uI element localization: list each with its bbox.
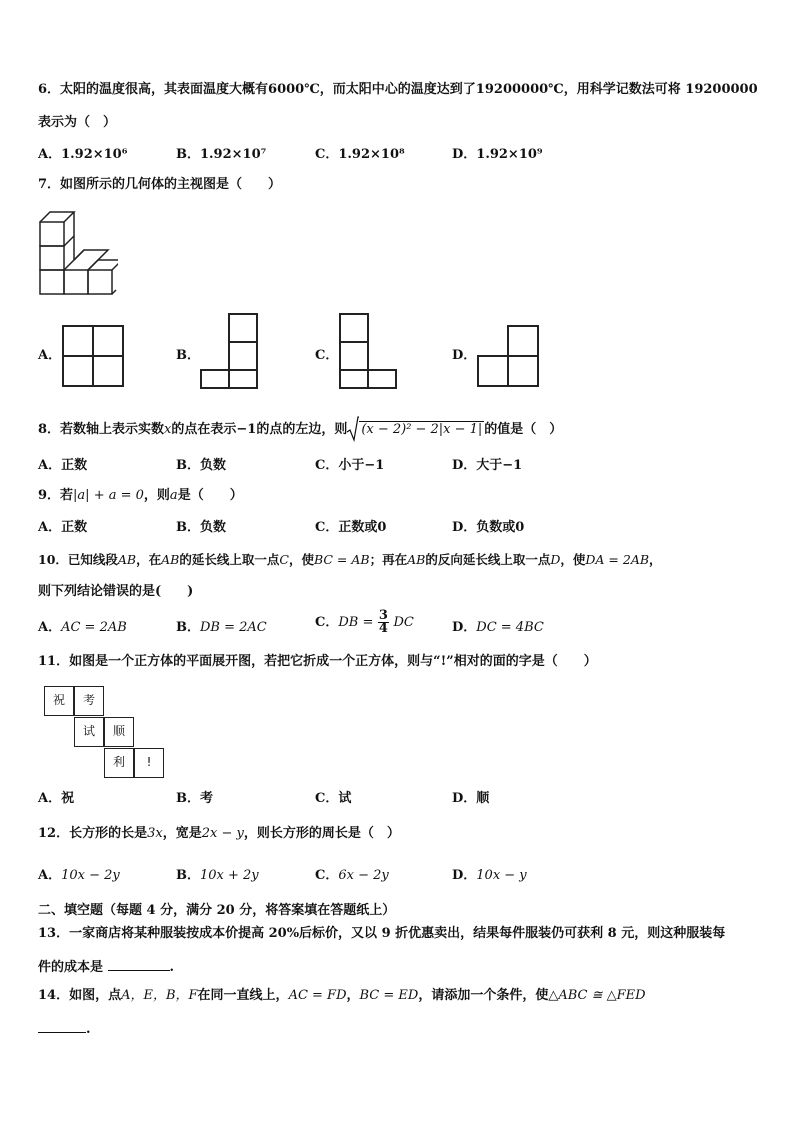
q7-option-d[interactable]: D． — [452, 348, 477, 363]
q7-stem: 7．如图所示的几何体的主视图是（ ） — [38, 177, 282, 192]
q11-cube-net — [44, 686, 166, 778]
q6-option-d[interactable]: D．1.92×10⁹ — [452, 147, 543, 162]
q8-stem: 8．若数轴上表示实数x的点在表示−1的点的左边，则 (x − 2)² − 2|x − 1| 的值是（ ） — [38, 420, 562, 440]
q7-option-c[interactable]: C． — [315, 348, 339, 363]
q8-radical: (x − 2)² − 2|x − 1| — [347, 420, 484, 440]
net-cell-2: 考 — [74, 686, 104, 716]
q12-option-d[interactable]: D．10x − y — [452, 868, 527, 883]
q6-option-c[interactable]: C．1.92×10⁸ — [315, 147, 405, 162]
q7-option-a[interactable]: A． — [38, 348, 62, 363]
q11-option-c[interactable]: C．试 — [315, 791, 352, 806]
q14-answer-blank[interactable] — [38, 1018, 86, 1033]
q6-line1: 6．太阳的温度很高，其表面温度大概有6000℃，而太阳中心的温度达到了19200000℃，用科学记数法可将 19200000 — [38, 82, 758, 97]
net-cell-1: 祝 — [44, 686, 74, 716]
q8-option-c[interactable]: C．小于−1 — [315, 458, 385, 473]
q7-view-d[interactable] — [477, 325, 541, 389]
q6-option-b[interactable]: B．1.92×10⁷ — [176, 147, 267, 162]
q10-option-a[interactable]: A．AC = 2AB — [38, 620, 127, 635]
q12-stem: 12．长方形的长是3x，宽是2x − y，则长方形的周长是（ ） — [38, 826, 400, 841]
q12-option-a[interactable]: A．10x − 2y — [38, 868, 120, 883]
q9-stem: 9．若|a| + a = 0，则a是（ ） — [38, 488, 243, 503]
q9-option-b[interactable]: B．负数 — [176, 520, 226, 535]
q7-option-b[interactable]: B． — [176, 348, 200, 363]
q9-option-a[interactable]: A．正数 — [38, 520, 88, 535]
q11-stem: 11．如图是一个正方体的平面展开图，若把它折成一个正方体，则与“!”相对的面的字是（ ） — [38, 654, 597, 669]
q13-line2: 件的成本是 . — [38, 956, 174, 978]
q9-option-d[interactable]: D．负数或0 — [452, 520, 525, 535]
net-cell-5: 利 — [104, 748, 134, 778]
q10-option-b[interactable]: B．DB = 2AC — [176, 620, 267, 635]
q8-option-b[interactable]: B．负数 — [176, 458, 226, 473]
q13-line1: 13．一家商店将某种服装按成本价提高 20%后标价，又以 9 折优惠卖出，结果每件服装仍可获利 8 元，则这种服装每 — [38, 926, 726, 941]
q10-line1: 10．已知线段AB，在AB的延长线上取一点C，使BC = AB；再在AB的反向延长线上取一点D，使DA = 2AB， — [38, 552, 662, 567]
q14-answer-line: . — [38, 1018, 91, 1040]
q6-line2: 表示为（ ） — [38, 115, 117, 130]
q7-view-c[interactable] — [339, 313, 399, 389]
q13-answer-blank[interactable] — [108, 956, 170, 971]
radical-sign-icon — [347, 416, 359, 442]
q6-option-a[interactable]: A．1.92×10⁶ — [38, 147, 128, 162]
q14-stem: 14．如图，点A，E，B，F在同一直线上，AC = FD，BC = ED，请添加一个条件，使△ABC ≅ △FED — [38, 988, 646, 1003]
q10-option-c[interactable]: C．DB = $\frac{3}{4}$ DC — [315, 608, 414, 636]
q12-option-c[interactable]: C．6x − 2y — [315, 868, 389, 883]
q8-option-a[interactable]: A．正数 — [38, 458, 88, 473]
q11-option-a[interactable]: A．祝 — [38, 791, 75, 806]
q9-option-c[interactable]: C．正数或0 — [315, 520, 387, 535]
net-cell-3: 试 — [74, 717, 104, 747]
section-heading: 二、填空题（每题 4 分，满分 20 分，将答案填在答题纸上） — [38, 903, 396, 918]
q10-line2: 则下列结论错误的是( ) — [38, 584, 194, 599]
fraction: $\frac{3}{4}$ — [378, 608, 388, 636]
q7-solid-figure — [38, 210, 118, 296]
q12-option-b[interactable]: B．10x + 2y — [176, 868, 259, 883]
q7-view-a[interactable] — [62, 325, 126, 389]
net-cell-4: 顺 — [104, 717, 134, 747]
net-cell-6: ! — [134, 748, 164, 778]
q7-view-b[interactable] — [200, 313, 260, 389]
q11-option-b[interactable]: B．考 — [176, 791, 213, 806]
q11-option-d[interactable]: D．顺 — [452, 791, 490, 806]
q8-option-d[interactable]: D．大于−1 — [452, 458, 523, 473]
q10-option-d[interactable]: D．DC = 4BC — [452, 620, 544, 635]
